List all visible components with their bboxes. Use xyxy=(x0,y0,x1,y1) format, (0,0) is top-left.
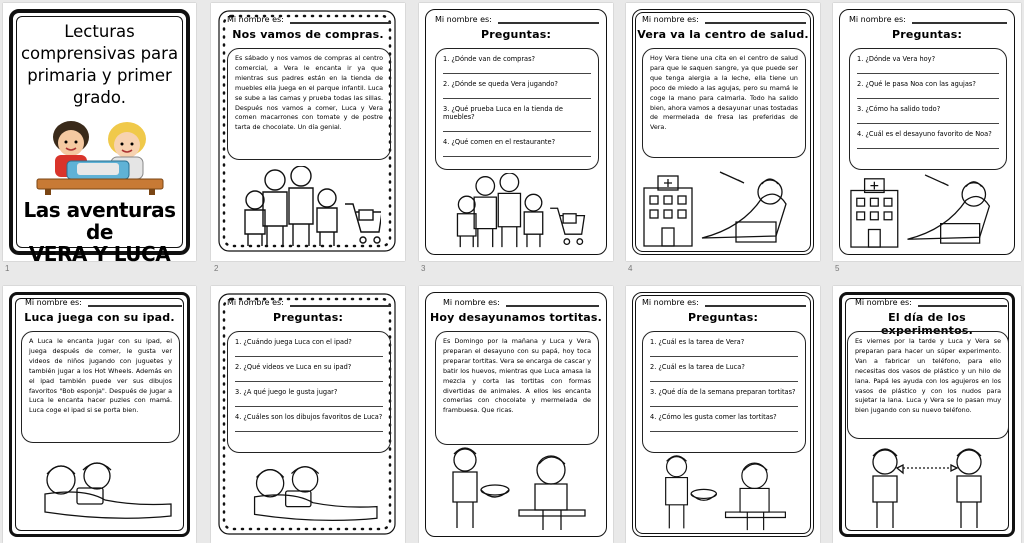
name-label: Mi nombre es: xyxy=(227,298,284,307)
name-label: Mi nombre es: xyxy=(443,298,500,307)
answer-line[interactable] xyxy=(650,374,798,382)
answer-line[interactable] xyxy=(235,424,383,432)
page-thumbnail-8[interactable] xyxy=(419,286,613,543)
question-item: 2. ¿Qué videos ve Luca en su ipad? xyxy=(235,363,383,382)
question-item: 1. ¿Cuál es la tarea de Vera? xyxy=(650,338,798,357)
page-thumbnail-9[interactable] xyxy=(626,286,820,543)
reading-text: A Luca le encanta jugar con su ipad, el juega después de comer, le gusta ver videos de niños jugando con juguetes y también jugar a los Hot Wheels. Además en el ipad también puede ver sus dibujos favoritos "Bob esponja". Después de jugar a Luca le encanta hacer puzles con mamá. Luca coge el ipad si se porta bien. xyxy=(21,331,180,443)
kids-phone-experiment-illustration xyxy=(851,446,1001,532)
name-line[interactable] xyxy=(705,16,806,24)
answer-line[interactable] xyxy=(650,349,798,357)
page-thumbnail-4[interactable] xyxy=(626,3,820,261)
question-item: 2. ¿Qué le pasa Noa con las agujas? xyxy=(857,80,999,99)
name-row xyxy=(227,298,391,307)
name-row xyxy=(855,298,1007,307)
question-item: 3. ¿A qué juego le gusta jugar? xyxy=(235,388,383,407)
answer-line[interactable] xyxy=(443,124,591,132)
answer-line[interactable] xyxy=(857,91,999,99)
name-line[interactable] xyxy=(290,299,391,307)
name-line[interactable] xyxy=(918,299,1007,307)
kids-with-ipad-illustration xyxy=(233,458,383,526)
answer-line[interactable] xyxy=(235,399,383,407)
question-item: 3. ¿Qué día de la semana preparan tortitas? xyxy=(650,388,798,407)
name-row xyxy=(25,298,182,307)
cover-subtitle: Las aventuras de VERA Y LUCA xyxy=(23,198,176,266)
question-item: 1. ¿Cuándo juega Luca con el ipad? xyxy=(235,338,383,357)
name-line[interactable] xyxy=(290,16,391,24)
questions-title: Preguntas: xyxy=(891,28,963,41)
name-line[interactable] xyxy=(705,299,806,307)
name-line[interactable] xyxy=(498,16,599,24)
kids-cooking-pancakes-illustration xyxy=(646,454,796,532)
page-thumbnail-7[interactable] xyxy=(211,286,405,543)
name-label: Mi nombre es: xyxy=(642,15,699,24)
answer-line[interactable] xyxy=(857,141,999,149)
answer-line[interactable] xyxy=(235,349,383,357)
cover-title: Lecturas comprensivas para primaria y primer grado. xyxy=(20,22,179,107)
reading-text: Es viernes por la tarde y Luca y Vera se preparan para hacer un súper experimento. Van a fabricar un teléfono, para ello necesitas dos vasos de plástico y un hilo de lana. Papá les ayuda con los agujeros en los vasos de plástico y con los nudos para sujetar la lana. Luca y Vera se lo pasan muy bien jugando con su nuevo teléfono. xyxy=(847,331,1009,439)
kids-with-ipad-illustration xyxy=(25,454,175,524)
page-number: 4 xyxy=(628,264,633,273)
page-number: 1 xyxy=(5,264,10,273)
name-label: Mi nombre es: xyxy=(25,298,82,307)
name-line[interactable] xyxy=(506,299,599,307)
question-item: 3. ¿Cómo ha salido todo? xyxy=(857,105,999,124)
name-row xyxy=(227,15,391,24)
name-row xyxy=(435,15,599,24)
name-label: Mi nombre es: xyxy=(855,298,912,307)
kids-cooking-illustration xyxy=(31,115,169,195)
answer-line[interactable] xyxy=(235,374,383,382)
reading-title: Luca juega con su ipad. xyxy=(24,311,175,324)
question-item: 4. ¿Cuáles son los dibujos favoritos de Luca? xyxy=(235,413,383,432)
questions-box xyxy=(849,48,1007,170)
page-thumbnail-5[interactable] xyxy=(833,3,1021,261)
name-label: Mi nombre es: xyxy=(849,15,906,24)
questions-title: Preguntas: xyxy=(272,311,344,324)
kids-cooking-pancakes-illustration xyxy=(439,446,589,532)
reading-text: Es Domingo por la mañana y Luca y Vera preparan el desayuno con su papá, hoy toca preparar tortitas. Vera se encarga de cascar y batir los huevos, mientras que Luca amasa la mezcla y corta las tortitas con formas divertidas de animales. A ellos les encanta comerlas con chocolate y mermelada de frambuesa. Que ricas. xyxy=(435,331,599,445)
page-thumbnail-6[interactable] xyxy=(3,286,196,543)
questions-title: Preguntas: xyxy=(687,311,759,324)
page-number: 3 xyxy=(421,264,426,273)
reading-title: El día de los experimentos. xyxy=(881,311,973,337)
reading-title: Vera va la centro de salud. xyxy=(637,28,809,41)
answer-line[interactable] xyxy=(650,424,798,432)
page-number: 2 xyxy=(214,264,219,273)
question-item: 3. ¿Qué prueba Luca en la tienda de muebles? xyxy=(443,105,591,132)
questions-box xyxy=(227,331,391,453)
name-row xyxy=(443,298,599,307)
page-number: 5 xyxy=(835,264,840,273)
reading-title: Nos vamos de compras. xyxy=(232,28,384,41)
page-thumbnail-10[interactable] xyxy=(833,286,1021,543)
name-row xyxy=(642,298,806,307)
questions-box xyxy=(435,48,599,170)
answer-line[interactable] xyxy=(443,91,591,99)
answer-line[interactable] xyxy=(443,149,591,157)
answer-line[interactable] xyxy=(857,66,999,74)
name-line[interactable] xyxy=(88,299,182,307)
name-label: Mi nombre es: xyxy=(642,298,699,307)
questions-box xyxy=(642,331,806,453)
reading-title: Hoy desayunamos tortitas. xyxy=(429,311,603,324)
name-label: Mi nombre es: xyxy=(435,15,492,24)
question-item: 4. ¿Qué comen en el restaurante? xyxy=(443,138,591,157)
reading-text: Hoy Vera tiene una cita en el centro de salud para que le saquen sangre, ya que puede ser que tenga alergia a la leche, ella tiene un poco de miedo a las agujas, pero su mamá le coge la mano para calmarla. Todo ha salido bien, ahora vamos a desayunar unas tostadas de mermelada de fresa las preferidas de Vera. xyxy=(642,48,806,158)
health-center-illustration xyxy=(845,171,1009,249)
answer-line[interactable] xyxy=(857,116,999,124)
name-label: Mi nombre es: xyxy=(227,15,284,24)
answer-line[interactable] xyxy=(650,399,798,407)
question-item: 4. ¿Cuál es el desayuno favorito de Noa? xyxy=(857,130,999,149)
reading-text: Es sábado y nos vamos de compras al centro comercial, a Vera le encanta ir ya que mientras sus padres están en la tienda de muebles ella juega en el parque infantil. Luca se sube a las camas y prueba todas las sillas. Después nos vamos a comer, Luca y Vera comen macarrones con tomate y de postre tarta de chocolate. Un día genial. xyxy=(227,48,391,160)
family-shopping-illustration xyxy=(231,166,381,248)
question-item: 2. ¿Dónde se queda Vera jugando? xyxy=(443,80,591,99)
question-item: 4. ¿Cómo les gusta comer las tortitas? xyxy=(650,413,798,432)
page-thumbnail-1[interactable] xyxy=(3,3,196,266)
answer-line[interactable] xyxy=(443,66,591,74)
health-center-illustration xyxy=(640,168,804,248)
name-row xyxy=(642,15,806,24)
question-item: 2. ¿Cuál es la tarea de Luca? xyxy=(650,363,798,382)
name-line[interactable] xyxy=(912,16,1007,24)
question-item: 1. ¿Dónde va Vera hoy? xyxy=(857,55,999,74)
name-row xyxy=(849,15,1007,24)
page-thumbnail-3[interactable] xyxy=(419,3,613,261)
page-thumbnail-2[interactable] xyxy=(211,3,405,261)
family-shopping-illustration xyxy=(439,173,589,249)
question-item: 1. ¿Dónde van de compras? xyxy=(443,55,591,74)
questions-title: Preguntas: xyxy=(480,28,552,41)
